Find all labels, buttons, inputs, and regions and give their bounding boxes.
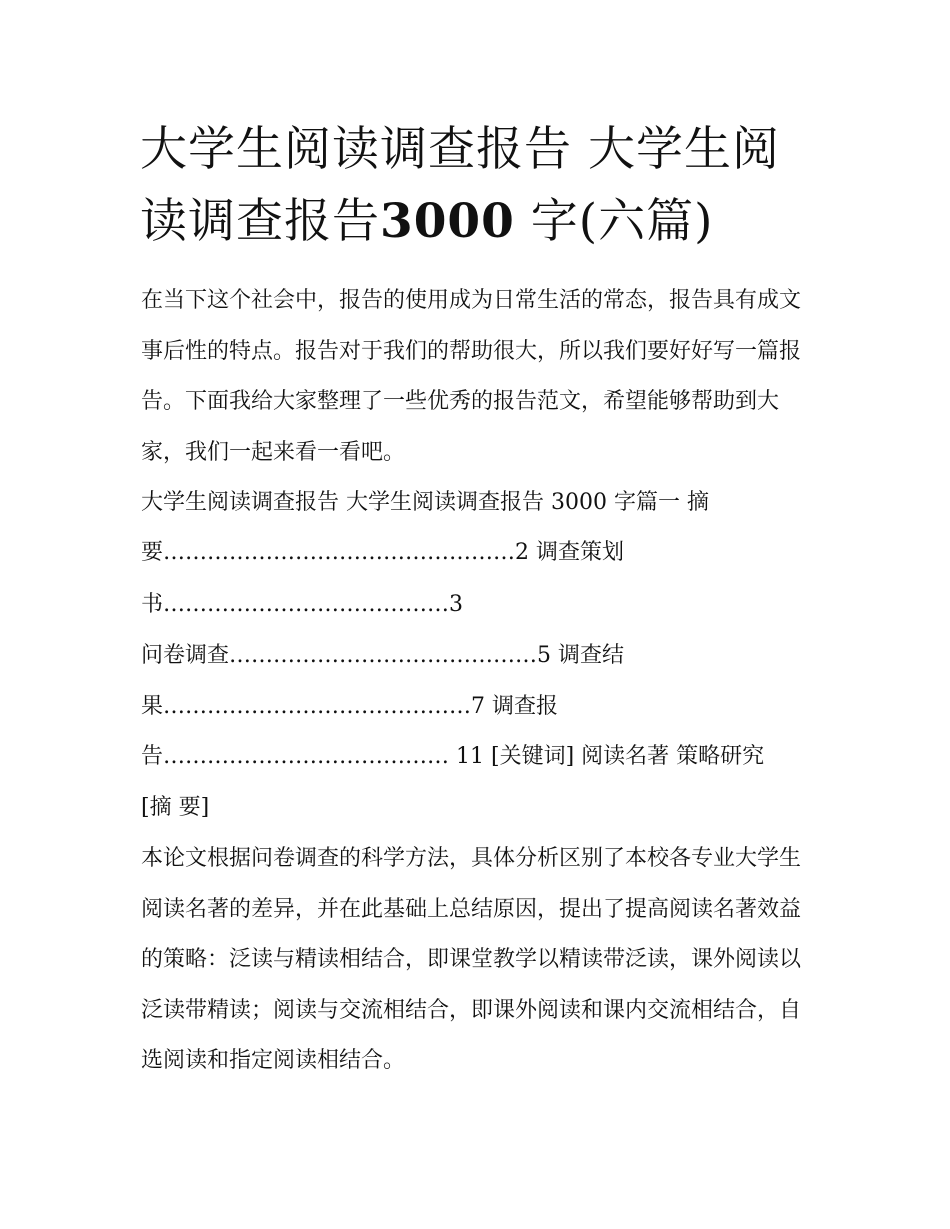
title-text-main: 大学生阅读调查报告 大学生阅读调查报告: [140, 122, 780, 249]
intro-paragraph: 在当下这个社会中，报告的使用成为日常生活的常态，报告具有成文事后性的特点。报告对于我们的帮助很大，所以我们要好好写一篇报告。下面我给大家整理了一些优秀的报告范文，希望能够帮助到大家，我们一起来看一看吧。: [141, 288, 802, 465]
section-heading: 大学生阅读调查报告 大学生阅读调查报告 3000 字篇一 摘: [141, 490, 709, 515]
title-number: 3000: [380, 194, 515, 249]
toc-line: 问卷调查……………………………………5 调查结: [141, 643, 624, 668]
toc-line: 书…………………………………3: [141, 592, 463, 617]
abstract-heading: [摘 要]: [141, 795, 210, 820]
document-title: [140, 114, 820, 258]
abstract-paragraph: 本论文根据问卷调查的科学方法，具体分析区别了本校各专业大学生阅读名著的差异，并在此基础上总结原因，提出了提高阅读名著效益的策略：泛读与精读相结合，即课堂教学以精读带泛读，课外阅读以泛读带精读；阅读与交流相结合，即课外阅读和课内交流相结合，自选阅读和指定阅读相结合。: [141, 846, 802, 1073]
toc-line: 告………………………………… 11 [关键词] 阅读名著 策略研究: [141, 744, 765, 769]
toc-line: 要…………………………………………2 调查策划: [141, 540, 624, 565]
toc-line: 果……………………………………7 调查报: [141, 694, 558, 719]
title-text-suffix: 字(六篇): [514, 194, 714, 249]
